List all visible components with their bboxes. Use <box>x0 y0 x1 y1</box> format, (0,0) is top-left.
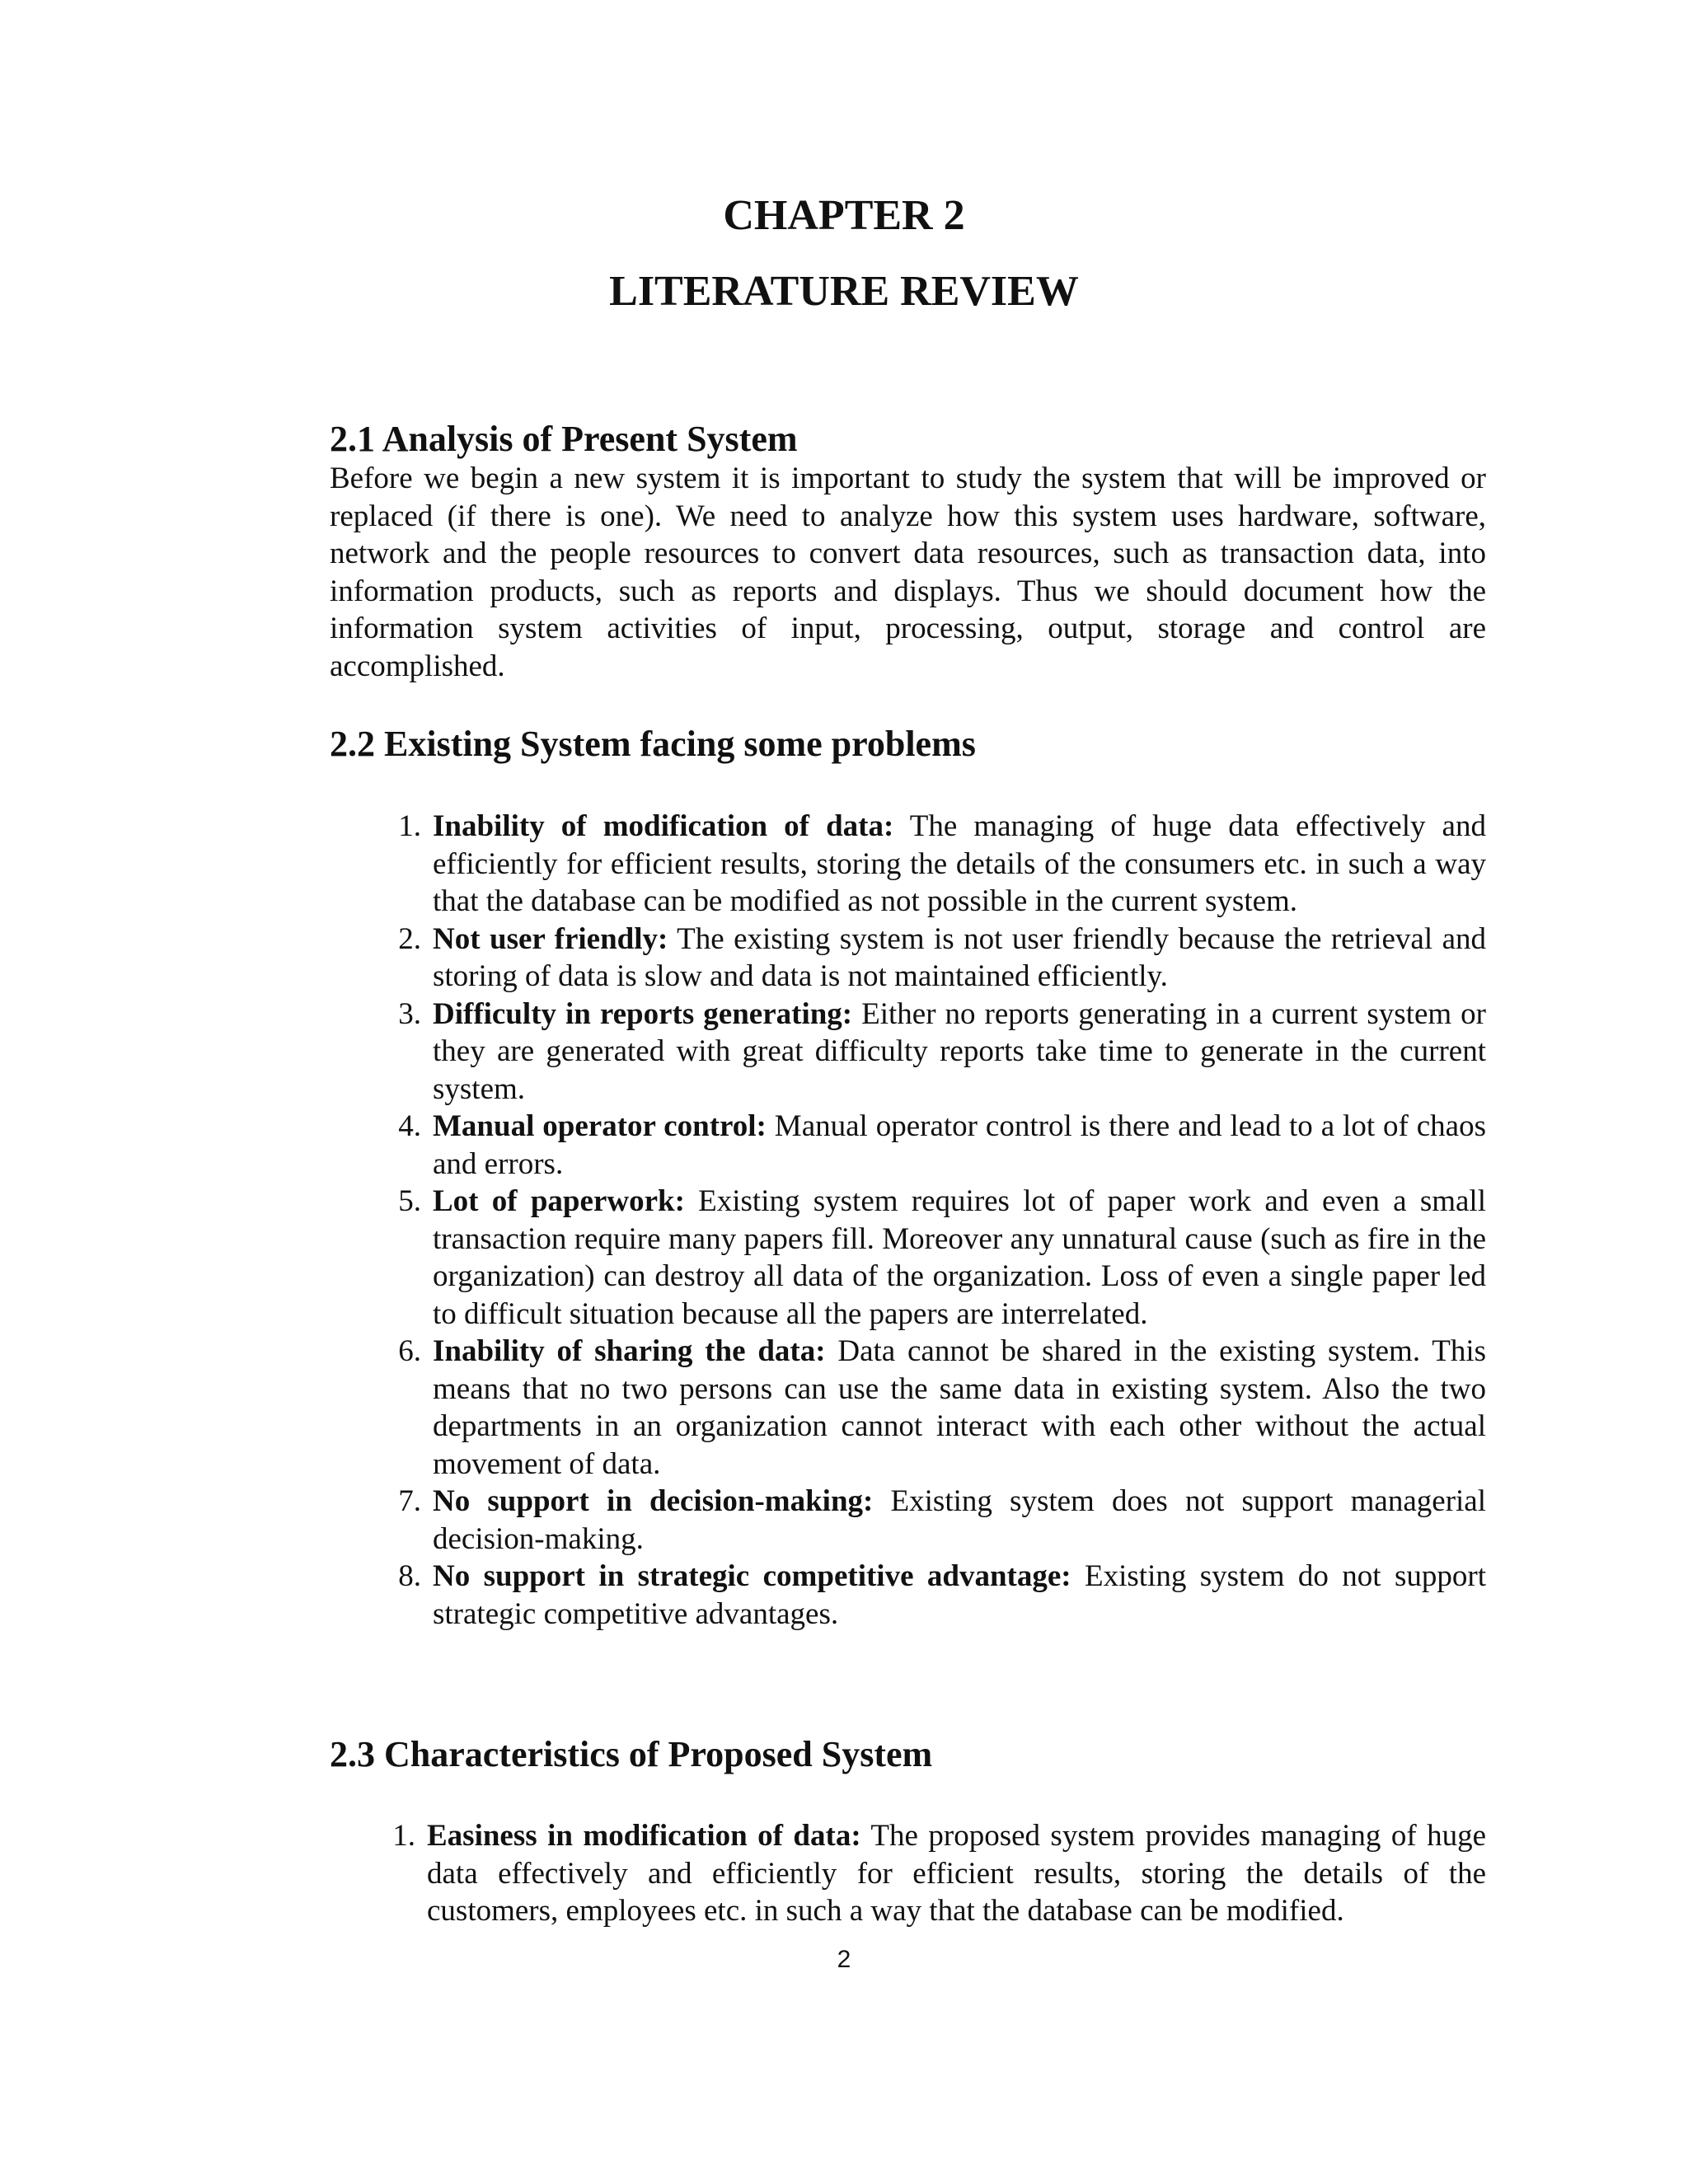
list-item <box>392 1817 1486 1930</box>
list-term: Inability of sharing the data: <box>433 1334 826 1368</box>
chapter-number: CHAPTER 2 <box>723 192 965 239</box>
list-text: Data cannot be shared in the existing system. This means that no two persons can use the same data in existing system. Also the two departments in an organization cannot interact with each other without the actual movement of data. <box>433 1334 1486 1481</box>
problems-list <box>398 808 1487 1633</box>
list-number: 1. <box>398 809 421 843</box>
list-text: The proposed system provides managing of huge data effectively and efficiently for efficient results, storing the details of the customers, employees etc. in such a way that the database can be modified. <box>427 1819 1486 1928</box>
list-text: The managing of huge data effectively and efficiently for efficient results, storing the details of the consumers etc. in such a way that the database can be modified as not possible in the current system. <box>433 809 1486 918</box>
list-text: Manual operator control is there and lead to a lot of chaos and errors. <box>433 1109 1487 1181</box>
list-number: 4. <box>398 1109 421 1143</box>
list-number: 3. <box>398 996 421 1031</box>
list-item <box>398 996 1486 1108</box>
list-term: Easiness in modification of data: <box>427 1819 861 1853</box>
section-2-2-heading: 2.2 Existing System facing some problems <box>330 724 976 764</box>
list-item <box>398 1483 1487 1558</box>
list-text: Existing system do not support strategic competitive advantages. <box>433 1559 1486 1631</box>
list-term: Manual operator control: <box>433 1109 767 1143</box>
list-text: Existing system does not support managerial decision-making. <box>433 1484 1487 1556</box>
list-text: Existing system requires lot of paper work and even a small transaction require many papers fill. Moreover any unnatural cause (such as fire in the organization) can destroy all data of the organization. Loss of even a single paper led to difficult situation because all the papers are interrelated. <box>433 1184 1486 1331</box>
list-text: The existing system is not user friendly because the retrieval and storing of data is slow and data is not maintained efficiently. <box>433 921 1486 993</box>
section-2-1-heading: 2.1 Analysis of Present System <box>330 419 798 459</box>
list-number: 8. <box>398 1559 421 1593</box>
list-term: Lot of paperwork: <box>433 1184 685 1218</box>
list-text: Either no reports generating in a current system or they are generated with great difficulty reports take time to generate in the current system. <box>433 996 1486 1106</box>
list-item <box>398 1333 1486 1483</box>
list-item <box>398 1108 1487 1183</box>
list-number: 6. <box>398 1334 421 1368</box>
list-number: 2. <box>398 921 421 956</box>
characteristics-list <box>392 1817 1486 1930</box>
section-2-3-heading: 2.3 Characteristics of Proposed System <box>330 1734 933 1774</box>
section-2-1-paragraph: Before we begin a new system it is important to study the system that will be improved or replaced (if there is one). We need to analyze how this system uses hardware, software, network and the people resources to convert data resources, such as transaction data, into information products, such as reports and displays. Thus we should document how the information system activities of input, processing, output, storage and control are accomplished. <box>330 462 1486 683</box>
list-number: 1. <box>392 1819 415 1853</box>
list-term: No support in decision-making: <box>433 1484 874 1518</box>
page-number: 2 <box>837 1946 851 1973</box>
list-term: Not user friendly: <box>433 921 668 956</box>
list-number: 5. <box>398 1184 421 1218</box>
list-term: Difficulty in reports generating: <box>433 996 853 1031</box>
list-term: No support in strategic competitive advantage: <box>433 1559 1071 1593</box>
list-term: Inability of modification of data: <box>433 809 894 843</box>
chapter-title: LITERATURE REVIEW <box>609 268 1079 315</box>
list-item <box>398 1558 1486 1633</box>
list-number: 7. <box>398 1484 421 1518</box>
list-item <box>398 808 1486 921</box>
list-item <box>398 1183 1486 1333</box>
list-item <box>398 921 1486 996</box>
